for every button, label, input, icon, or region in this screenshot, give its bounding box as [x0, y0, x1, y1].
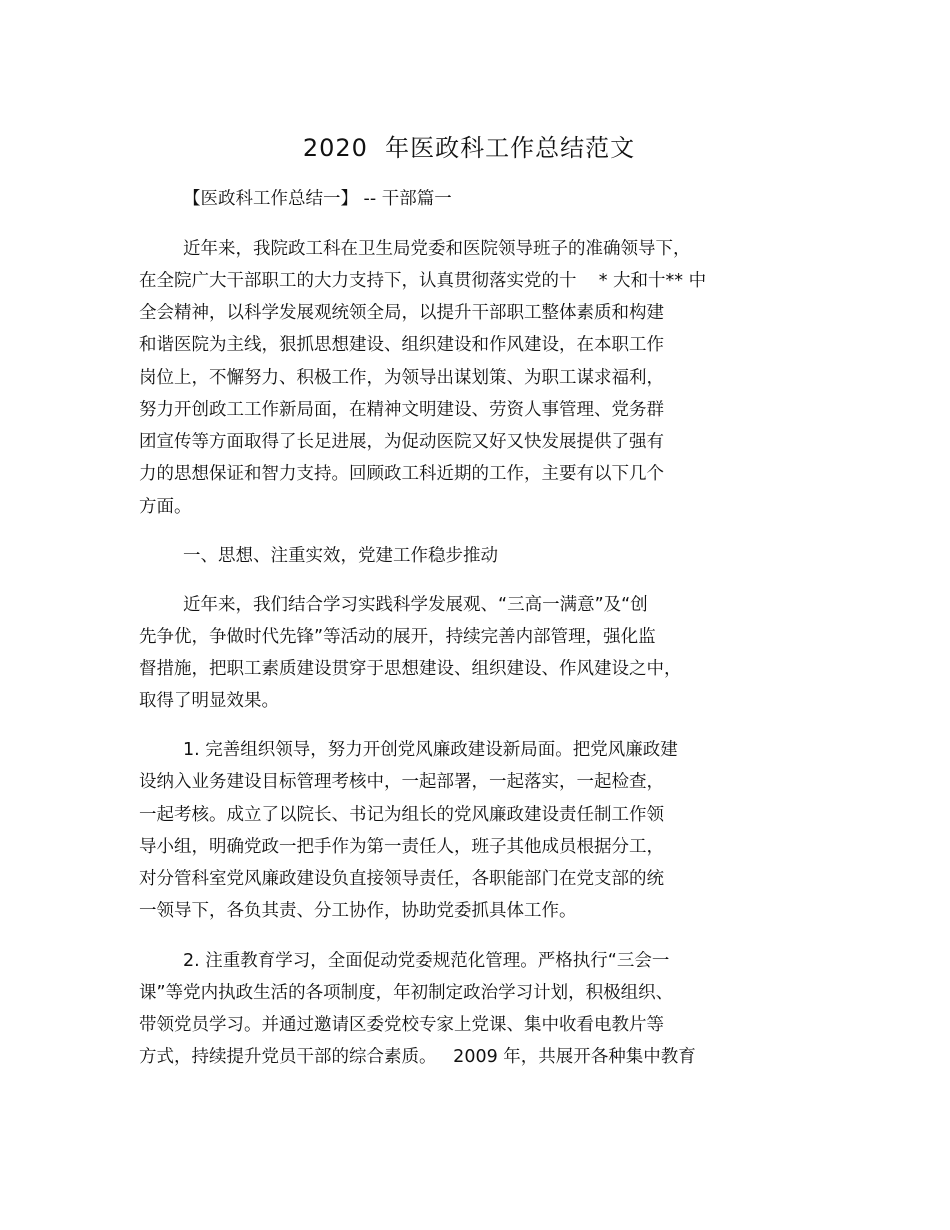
paragraph-line: 努力开创政工工作新局面，在精神文明建设、劳资人事管理、党务群	[139, 400, 664, 420]
section-heading: 【医政科工作总结一】 -- 干部篇一	[183, 189, 452, 209]
paragraph-line: 课”等党内执政生活的各项制度，年初制定政治学习计划，积极组织、	[139, 983, 674, 1003]
paragraph-line: 1. 完善组织领导，努力开创党风廉政建设新局面。把党风廉政建	[183, 740, 678, 760]
paragraph-line: 一起考核。成立了以院长、书记为组长的党风廉政建设责任制工作领	[139, 805, 664, 825]
paragraph-line: 力的思想保证和智力支持。回顾政工科近期的工作，主要有以下几个	[139, 464, 664, 484]
paragraph-line: 和谐医院为主线，狠抓思想建设、组织建设和作风建设，在本职工作	[139, 335, 664, 355]
paragraph-line: 先争优，争做时代先锋”等活动的展开，持续完善内部管理，强化监	[139, 627, 656, 647]
document-title: 2020 年医政科工作总结范文	[302, 134, 636, 162]
paragraph-line: 设纳入业务建设目标管理考核中，一起部署，一起落实，一起检查，	[139, 772, 664, 792]
paragraph-line: 导小组，明确党政一把手作为第一责任人，班子其他成员根据分工，	[139, 837, 664, 857]
paragraph-line: 对分管科室党风廉政建设负直接领导责任，各职能部门在党支部的统	[139, 869, 664, 889]
paragraph-line: 方式，持续提升党员干部的综合素质。 2009 年，共展开各种集中教育	[139, 1047, 696, 1067]
section-heading: 一、思想、注重实效，党建工作稳步推动	[183, 546, 498, 566]
paragraph-line: 督措施，把职工素质建设贯穿于思想建设、组织建设、作风建设之中，	[139, 659, 682, 679]
paragraph-line: 一领导下，各负其责、分工协作，协助党委抓具体工作。	[139, 901, 577, 921]
paragraph-line: 带领党员学习。并通过邀请区委党校专家上党课、集中收看电教片等	[139, 1015, 664, 1035]
paragraph-line: 岗位上，不懈努力、积极工作，为领导出谋划策、为职工谋求福利，	[139, 368, 664, 388]
paragraph-line: 近年来，我院政工科在卫生局党委和医院领导班子的准确领导下，	[183, 239, 691, 259]
paragraph-line: 取得了明显效果。	[139, 691, 279, 711]
paragraph-line: 2. 注重教育学习，全面促动党委规范化管理。严格执行“三会一	[183, 951, 670, 971]
paragraph-line: 方面。	[139, 497, 192, 517]
paragraph-line: 在全院广大干部职工的大力支持下，认真贯彻落实党的十 * 大和十** 中	[139, 271, 707, 291]
paragraph-line: 团宣传等方面取得了长足进展，为促动医院又好又快发展提供了强有	[139, 432, 664, 452]
paragraph-line: 全会精神，以科学发展观统领全局，以提升干部职工整体素质和构建	[139, 303, 664, 323]
paragraph-line: 近年来，我们结合学习实践科学发展观、“三高一满意”及“创	[183, 595, 648, 615]
